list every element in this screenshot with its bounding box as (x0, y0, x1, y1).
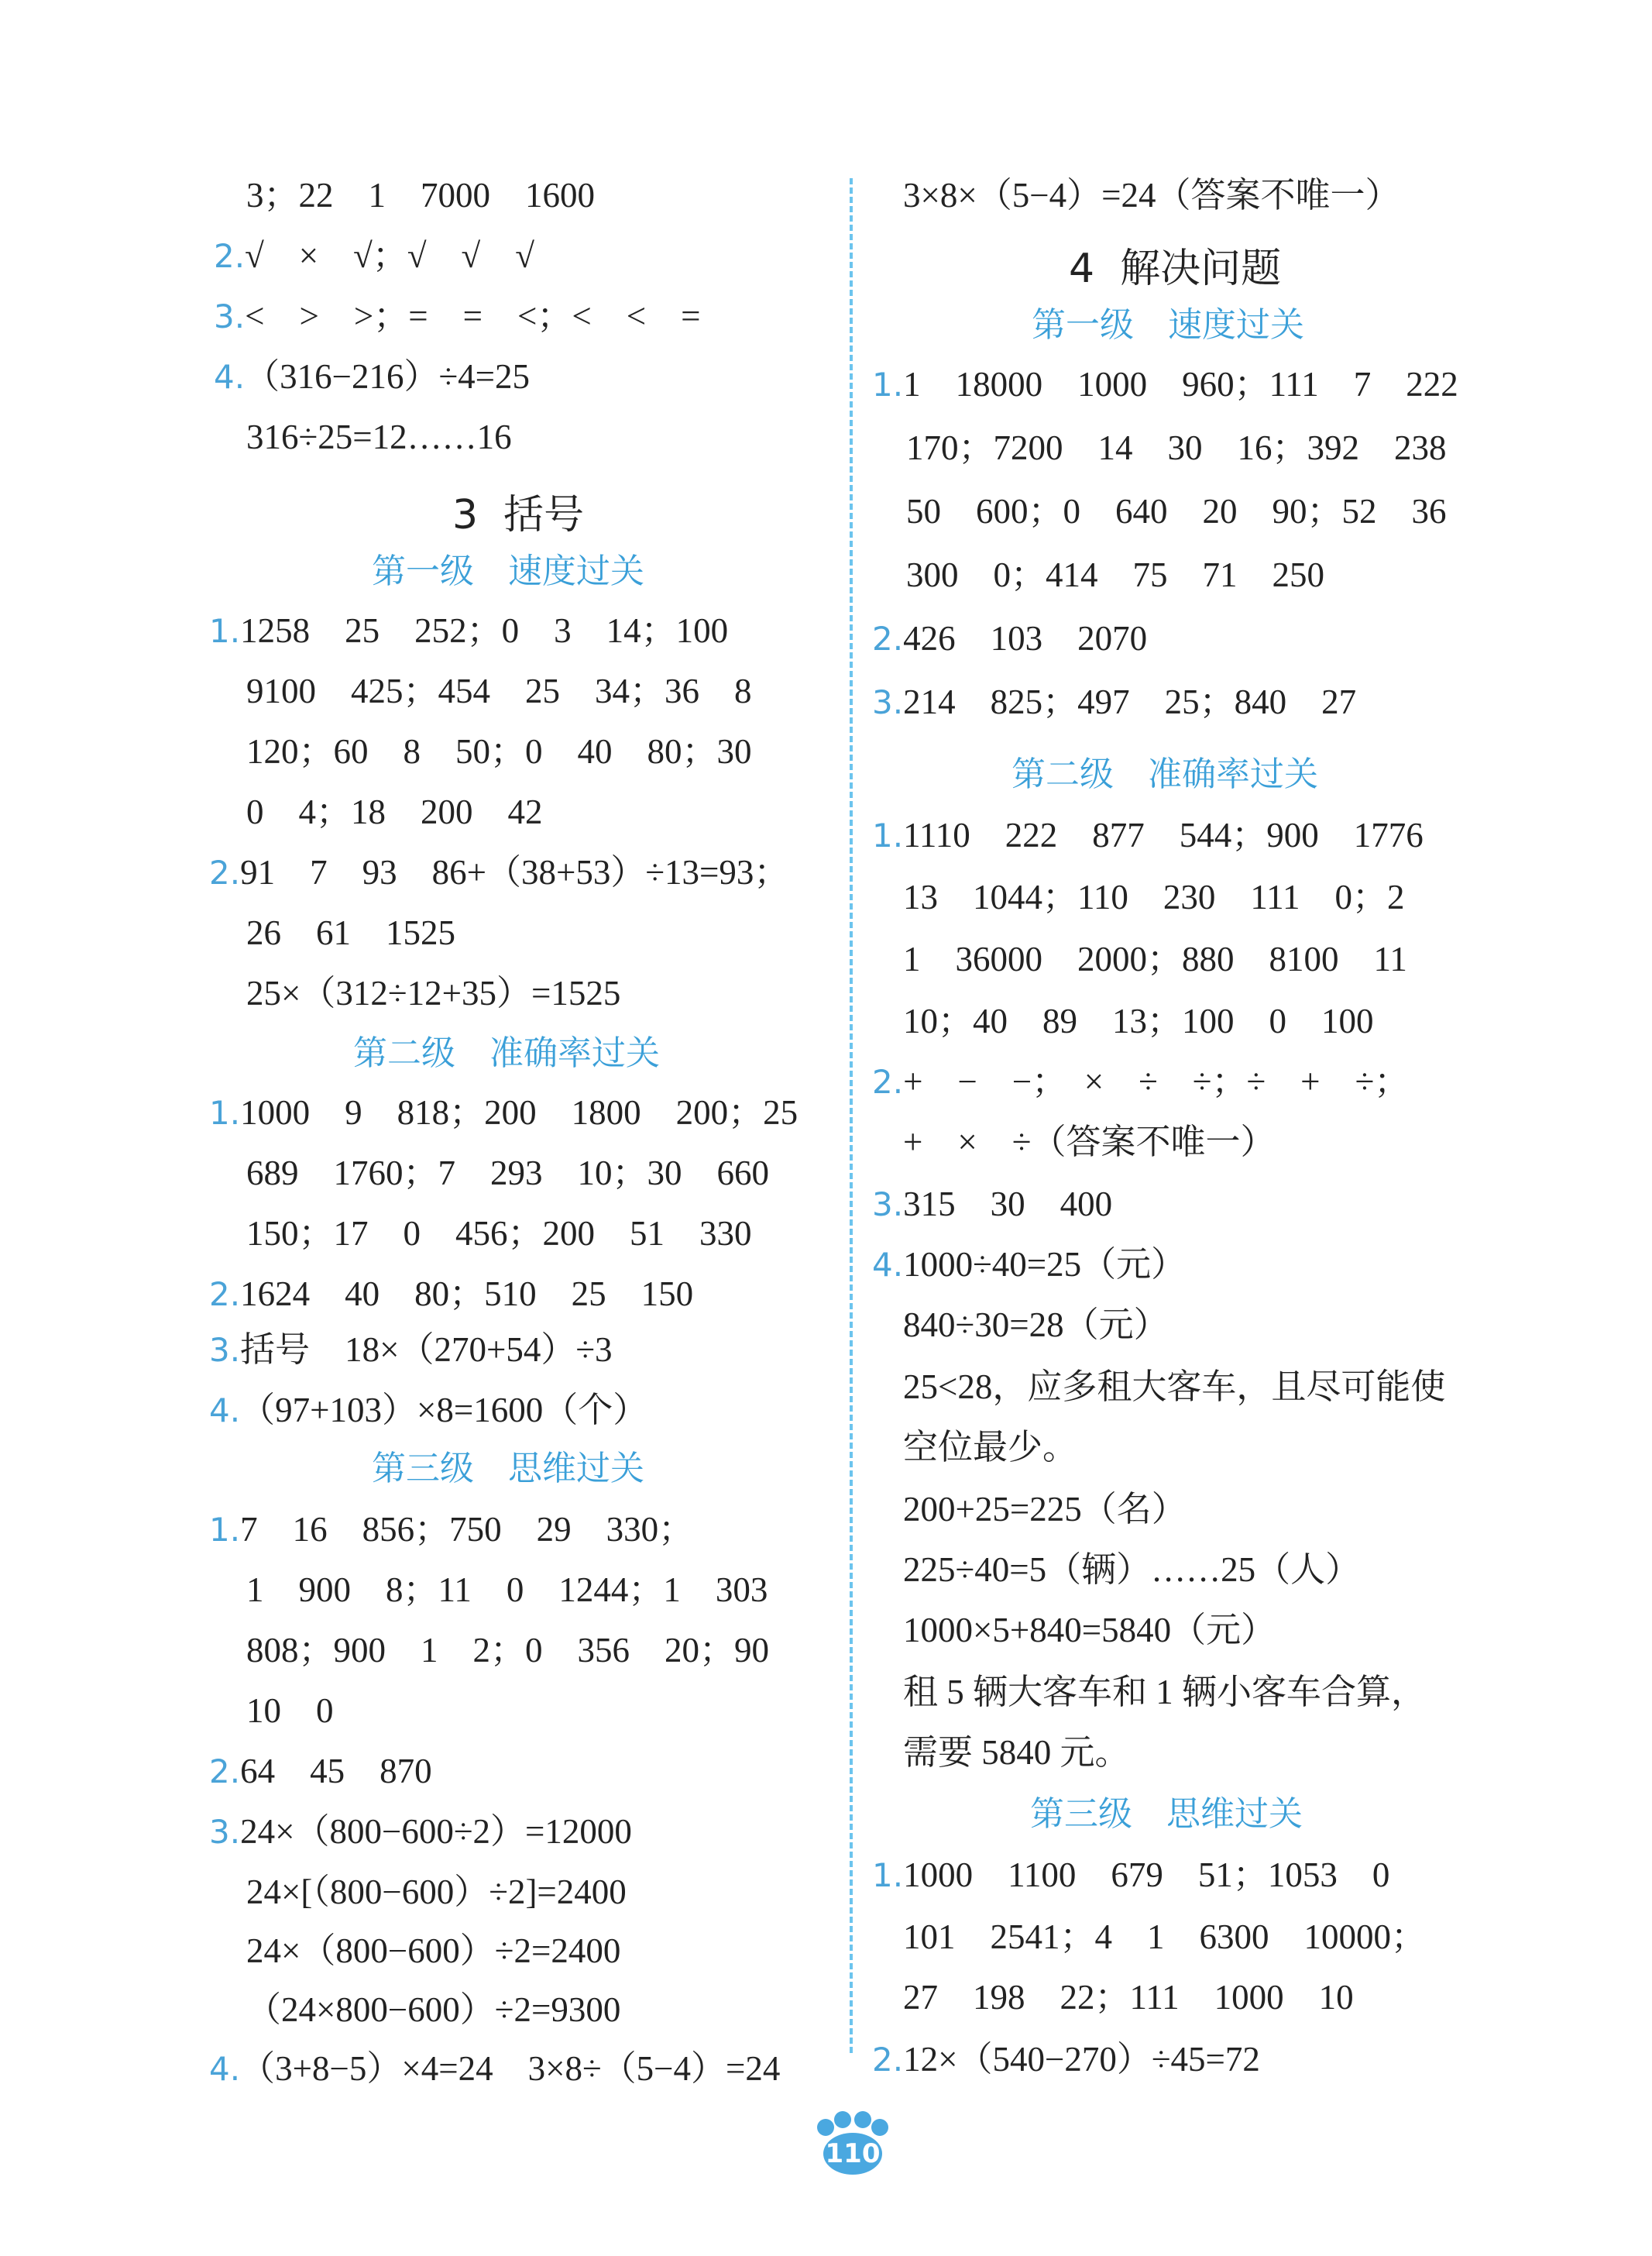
list-item: 300 0；414 75 71 250 (906, 555, 1325, 594)
section-title: 3 括号 (452, 492, 585, 538)
list-item: 200+25=225（名） (903, 1490, 1187, 1529)
list-item (872, 1058, 1409, 1105)
list-item: 26 61 1525 (246, 913, 456, 952)
item-number: 4. (214, 358, 246, 396)
list-item: 101 2541；4 1 6300 10000； (903, 1917, 1427, 1956)
text-line: 3×8×（5−4）=24（答案不唯一） (903, 176, 1400, 215)
level-heading: 第三级 思维过关 (1030, 1794, 1303, 1834)
item-number: 1. (209, 1094, 241, 1132)
list-item (209, 1748, 432, 1794)
item-text: 1000 9 818；200 1800 200；25 (240, 1093, 799, 1132)
list-item: 需要 5840 元。 (903, 1733, 1130, 1772)
list-item: 10 0 (246, 1691, 334, 1730)
item-text: 315 30 400 (903, 1185, 1113, 1223)
list-item: 租 5 辆大客车和 1 辆小客车合算， (903, 1673, 1427, 1711)
list-item (209, 1089, 798, 1136)
list-item: 9100 425；454 25 34；36 8 (246, 672, 752, 710)
list-item (209, 1326, 613, 1373)
page-number: 110 (825, 2138, 881, 2169)
list-item: 689 1760；7 293 10；30 660 (246, 1154, 770, 1192)
item-number: 3. (872, 1185, 904, 1223)
list-item (209, 849, 788, 896)
section-title: 4 解决问题 (1069, 246, 1282, 292)
level-heading: 第一级 速度过关 (372, 552, 644, 591)
item-number: 2. (872, 1063, 904, 1101)
item-number: 1. (872, 366, 904, 404)
level-heading: 第二级 准确率过关 (1011, 755, 1318, 794)
text-line: 316÷25=12……16 (246, 418, 512, 456)
item-number: 2. (872, 620, 904, 658)
list-item: 1000×5+840=5840（元） (903, 1611, 1276, 1649)
page-number-badge (810, 2110, 895, 2175)
item-text: （97+103）×8=1600（个） (240, 1391, 648, 1429)
item-number: 2. (209, 1275, 241, 1313)
item-number: 4. (209, 1391, 241, 1429)
item-number: 3. (209, 1331, 241, 1369)
list-item: 840÷30=28（元） (903, 1305, 1169, 1344)
item-text: 1000 1100 679 51；1053 0 (903, 1855, 1390, 1894)
item-text: √ × √；√ √ √ (245, 236, 534, 275)
list-item (872, 2036, 1260, 2082)
list-item: 1 900 8；11 0 1244；1 303 (246, 1570, 768, 1609)
list-item (209, 2045, 780, 2092)
item-number: 1. (209, 1511, 241, 1549)
level-heading: 第一级 速度过关 (1032, 305, 1304, 345)
list-item: 225÷40=5（辆）……25（人） (903, 1550, 1361, 1589)
text-line: 3；22 1 7000 1600 (246, 176, 596, 215)
item-number: 3. (872, 683, 904, 721)
item-number: 2. (209, 1752, 241, 1790)
item-number: 2. (209, 854, 241, 892)
item-text: 1624 40 80；510 25 150 (240, 1274, 694, 1313)
list-item: 24×[（800−600）÷2]=2400 (246, 1873, 627, 1911)
item-text: 括号 18×（270+54）÷3 (240, 1330, 613, 1369)
list-item (872, 615, 1147, 662)
list-item: 170；7200 14 30 16；392 238 (906, 428, 1447, 467)
list-item (872, 679, 1356, 725)
item-text: 64 45 870 (240, 1752, 432, 1790)
list-item: 10；40 89 13；100 0 100 (903, 1002, 1374, 1040)
item-text: 1000÷40=25（元） (903, 1245, 1187, 1284)
item-number: 3. (209, 1813, 241, 1851)
column-divider (850, 178, 853, 2053)
list-item (214, 232, 534, 279)
list-item (209, 1808, 632, 1855)
list-item (209, 1506, 693, 1553)
item-text: + − −； × ÷ ÷；÷ + ÷； (903, 1062, 1410, 1101)
item-text: < > >；= = <；< < = (245, 297, 701, 335)
list-item (209, 1387, 647, 1433)
list-item: 27 198 22；111 1000 10 (903, 1978, 1354, 2017)
item-text: 1258 25 252；0 3 14；100 (240, 611, 729, 650)
item-text: （316−216）÷4=25 (245, 357, 531, 396)
item-number: 1. (872, 817, 904, 855)
list-item: 1 36000 2000；880 8100 11 (903, 940, 1407, 978)
list-item: 150；17 0 456；200 51 330 (246, 1214, 752, 1253)
item-text: 1 18000 1000 960；111 7 222 (903, 365, 1458, 404)
item-text: 1110 222 877 544；900 1776 (903, 816, 1424, 855)
item-number: 2. (872, 2041, 904, 2079)
item-number: 2. (214, 237, 246, 275)
list-item (872, 812, 1424, 858)
list-item: 24×（800−600）÷2=2400 (246, 1931, 621, 1970)
item-number: 3. (214, 297, 246, 335)
list-item: 808；900 1 2；0 356 20；90 (246, 1631, 770, 1670)
item-number: 1. (209, 612, 241, 650)
list-item (214, 293, 700, 339)
item-text: 12×（540−270）÷45=72 (903, 2040, 1260, 2079)
list-item (872, 1241, 1186, 1288)
level-heading: 第三级 思维过关 (372, 1449, 644, 1488)
list-item: + × ÷（答案不唯一） (903, 1123, 1276, 1161)
item-text: 7 16 856；750 29 330； (240, 1510, 694, 1549)
list-item: 13 1044；110 230 111 0；2 (903, 878, 1405, 916)
list-item: 25<28，应多租大客车，且尽可能使 (903, 1367, 1446, 1406)
list-item (872, 361, 1458, 408)
item-text: 214 825；497 25；840 27 (903, 683, 1357, 721)
item-text: 91 7 93 86+（38+53）÷13=93； (240, 853, 789, 892)
list-item (209, 1271, 693, 1317)
item-text: （3+8−5）×4=24 3×8÷（5−4）=24 (240, 2049, 781, 2088)
list-item: 50 600；0 640 20 90；52 36 (906, 492, 1447, 531)
item-text: 426 103 2070 (903, 619, 1148, 658)
list-item (872, 1181, 1112, 1227)
list-item (872, 1852, 1389, 1898)
item-text: 24×（800−600÷2）=12000 (240, 1812, 632, 1851)
item-number: 1. (872, 1856, 904, 1894)
item-number: 4. (872, 1246, 904, 1284)
list-item: 空位最少。 (903, 1428, 1078, 1467)
list-item: 25×（312÷12+35）=1525 (246, 974, 621, 1013)
list-item (209, 607, 728, 654)
item-number: 4. (209, 2050, 241, 2088)
list-item: 120；60 8 50；0 40 80；30 (246, 732, 752, 771)
list-item: 0 4；18 200 42 (246, 793, 543, 831)
level-heading: 第二级 准确率过关 (353, 1033, 660, 1073)
list-item: （24×800−600）÷2=9300 (246, 1990, 621, 2029)
list-item (214, 353, 530, 400)
